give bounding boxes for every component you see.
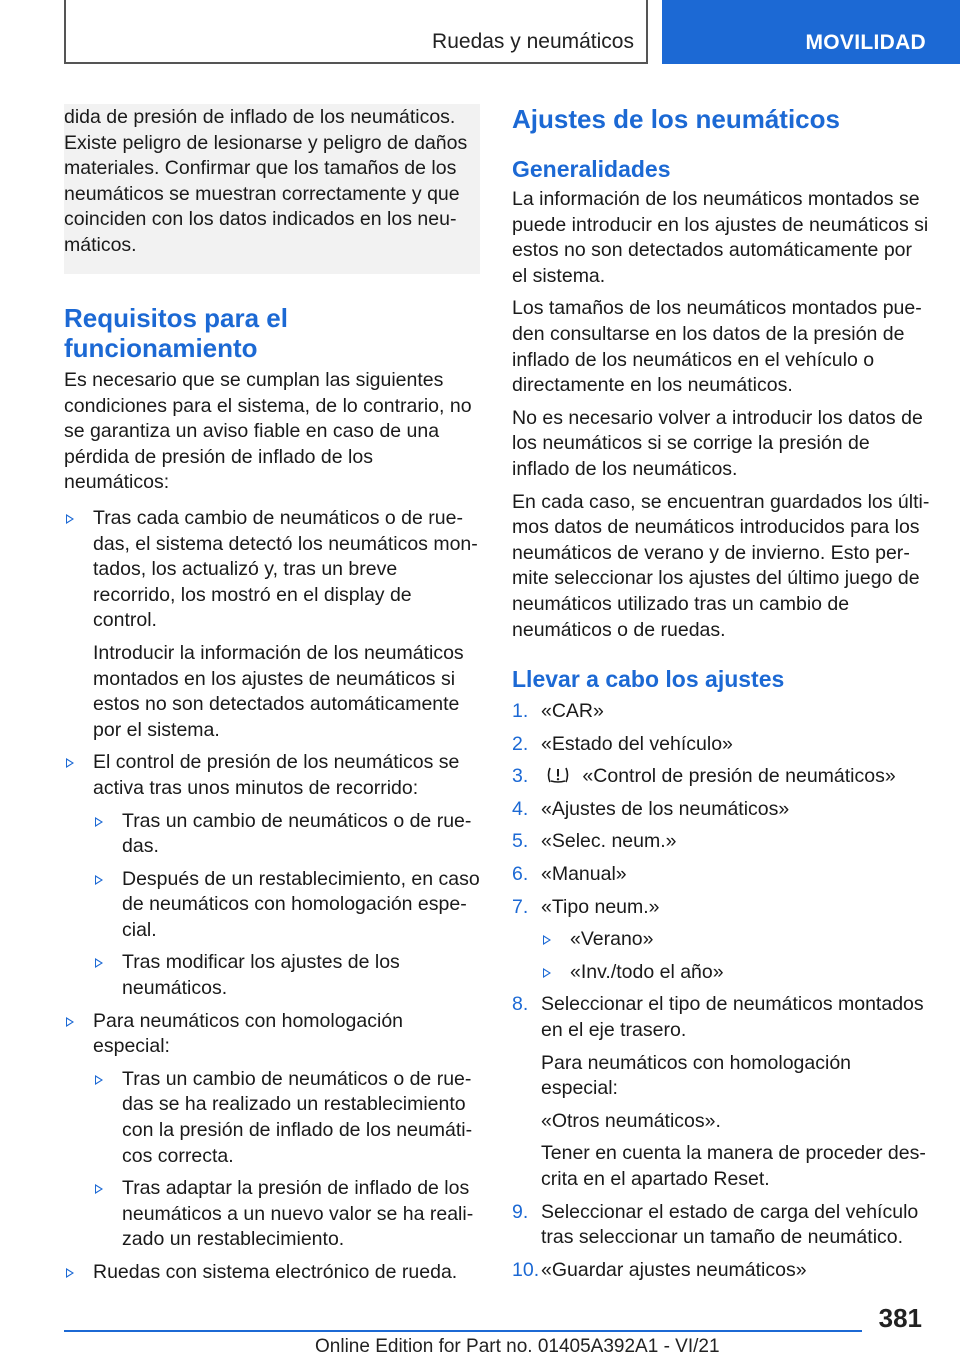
step-item (512, 862, 930, 888)
list-item-text: Tras cada cambio de neumáticos o de ruedas, el sistema detectó los neumáticos montados, los actualizó y, tras un breve recorrido, los mostró en el display de control. (93, 506, 478, 632)
sublist-item (541, 960, 930, 986)
step-number: 4. (512, 797, 529, 820)
step-note: Tener en cuenta la manera de proceder descrita en el apartado Reset. (541, 1142, 926, 1190)
sublist-item (93, 867, 480, 944)
steps-list (512, 699, 930, 1283)
step-text: «Manual» (541, 863, 627, 886)
header-chapter-box (662, 0, 960, 64)
subheading-perform-settings: Llevar a cabo los ajustes (512, 666, 785, 693)
tire-type-options (541, 927, 930, 985)
footer-divider (64, 1330, 862, 1332)
step-item (512, 797, 930, 823)
step-number: 9. (512, 1200, 529, 1223)
requirements-list (64, 506, 480, 1286)
list-item-subtext: Introducir la información de los neumáticos montados en los ajustes de neumáticos si estos no son detectados automáticamente por el sistema. (93, 641, 464, 741)
footer-edition: Online Edition for Part no. 01405A392A1 - VI/21 (315, 1336, 720, 1357)
section-heading-tire-settings: Ajustes de los neumáticos (512, 104, 840, 134)
triangle-bullet-icon (543, 968, 551, 978)
section-heading-requirements: Requisitos para el funcionamiento (64, 303, 288, 363)
step-text: «Guardar ajustes neumáticos» (541, 1258, 807, 1281)
header-section-box (64, 0, 648, 64)
paragraph: No es necesario volver a introducir los datos de los neumáticos si se corrige la presión de inflado de los neumáticos. (512, 406, 923, 480)
left-column (64, 104, 480, 1286)
sublist-item-text: «Verano» (570, 928, 654, 951)
step-item (512, 895, 930, 986)
sublist-item (93, 809, 480, 860)
sublist (93, 1067, 480, 1253)
right-column (512, 104, 930, 1283)
paragraph: Los tamaños de los neumáticos montados pueden consultarse en los datos de la presión de inflado de los neumáticos en el vehículo o directamente en los neumáticos. (512, 297, 922, 397)
step-number: 8. (512, 993, 529, 1016)
step-number: 3. (512, 765, 529, 788)
list-item-text: Para neumáticos con homologación especial: (93, 1009, 404, 1058)
step-number: 1. (512, 700, 529, 723)
tire-pressure-warning-icon (547, 766, 569, 784)
triangle-bullet-icon (95, 958, 103, 968)
subheading-general: Generalidades (512, 156, 671, 182)
sublist-item (93, 1067, 480, 1169)
sublist-item-text: Después de un restablecimiento, en caso de neumáticos con homologación especial. (122, 867, 480, 941)
step-number: 10. (512, 1258, 540, 1281)
step-note: Para neumáticos con homologación especial: (541, 1051, 852, 1100)
step-number: 7. (512, 895, 529, 918)
step-item (512, 1200, 930, 1251)
step-item (512, 764, 930, 790)
list-item (64, 1260, 480, 1286)
step-note: «Otros neumáticos». (541, 1109, 721, 1132)
paragraph: La información de los neumáticos montados se puede introducir en los ajustes de neumáticos si estos no son detectados automáticamente por el sistema. (512, 188, 929, 287)
step-text: «Selec. neum.» (541, 830, 677, 853)
list-item (64, 506, 480, 743)
warning-box (64, 104, 480, 274)
triangle-bullet-icon (543, 935, 551, 945)
section-title: Ruedas y neumáticos (432, 30, 634, 53)
step-text: Seleccionar el tipo de neumáticos montados en el eje trasero. (541, 993, 924, 1042)
list-item (64, 1009, 480, 1253)
sublist-item (93, 950, 480, 1001)
triangle-bullet-icon (66, 1017, 74, 1027)
step-number: 6. (512, 863, 529, 886)
sublist-item-text: Tras un cambio de neumáticos o de ruedas se ha realizado un restablecimiento con la presión de inflado de los neumáticos correcta. (122, 1067, 473, 1167)
requirements-intro: Es necesario que se cumplan las siguientes condiciones para el sistema, de lo contrario, no se garantiza un aviso fiable en caso de una pérdida de presión de inflado de los neumáticos: (64, 369, 472, 494)
sublist-item (541, 927, 930, 953)
step-text: Seleccionar el estado de carga del vehículo tras seleccionar un tamaño de neumático. (541, 1200, 919, 1249)
triangle-bullet-icon (95, 1075, 103, 1085)
triangle-bullet-icon (95, 1184, 103, 1194)
sublist-item-text: Tras un cambio de neumáticos o de ruedas. (122, 809, 472, 858)
triangle-bullet-icon (66, 1268, 74, 1278)
step-item (512, 699, 930, 725)
step-item (512, 1258, 930, 1284)
sublist-item-text: «Inv./todo el año» (570, 960, 724, 983)
triangle-bullet-icon (66, 514, 74, 524)
list-item-text: El control de presión de los neumáticos se activa tras unos minutos de recorrido: (93, 751, 460, 799)
step-text: «Tipo neum.» (541, 895, 660, 918)
page-number: 381 (878, 1303, 922, 1333)
sublist-item-text: Tras modificar los ajustes de los neumáticos. (122, 951, 400, 1000)
step-text: «CAR» (541, 700, 604, 723)
step-number: 5. (512, 830, 529, 853)
sublist-item-text: Tras adaptar la presión de inflado de los neumáticos a un nuevo valor se ha realizado un restablecimiento. (122, 1177, 474, 1251)
step-item (512, 732, 930, 758)
triangle-bullet-icon (66, 758, 74, 768)
chapter-title: MOVILIDAD (805, 31, 926, 54)
step-number: 2. (512, 732, 529, 755)
list-item (64, 750, 480, 1001)
paragraph: En cada caso, se encuentran guardados los últimos datos de neumáticos introducidos para los neumáticos de verano y de invierno. Esto permite seleccionar los ajustes del último juego de neumáticos utilizado tras un cambio de neumáticos o de ruedas. (512, 490, 930, 641)
step-text: «Control de presión de neumáticos» (582, 765, 896, 788)
triangle-bullet-icon (95, 875, 103, 885)
sublist-item (93, 1176, 480, 1253)
step-text: «Ajustes de los neumáticos» (541, 797, 790, 820)
step-item (512, 992, 930, 1192)
triangle-bullet-icon (95, 817, 103, 827)
list-item-text: Ruedas con sistema electrónico de rueda. (93, 1261, 458, 1283)
step-item (512, 829, 930, 855)
sublist (93, 809, 480, 1002)
step-text: «Estado del vehículo» (541, 732, 733, 755)
warning-text: dida de presión de inflado de los neumáticos. Existe peligro de lesionarse y peligro de daños materiales. Confirmar que los tamaños de los neumáticos se muestran correctamente y que coinciden con los datos indicados en los neumáticos. (64, 106, 468, 256)
